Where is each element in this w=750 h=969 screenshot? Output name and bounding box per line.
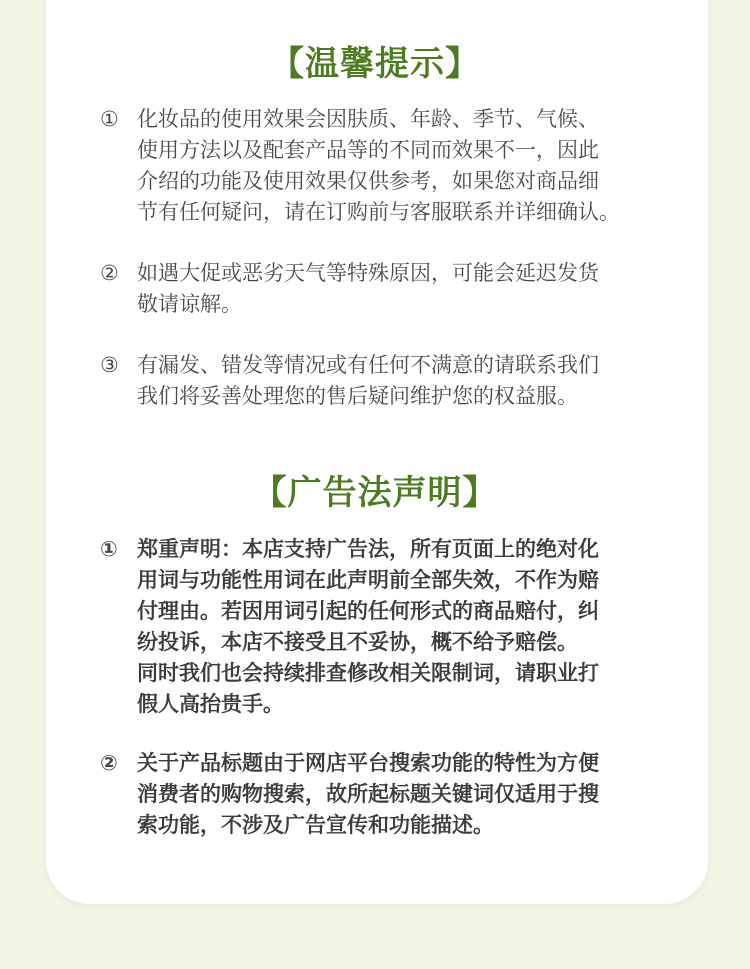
ad-law-item-2: [100, 748, 660, 841]
item-text: 关于产品标题由于网店平台搜索功能的特性为方便 消费者的购物搜索，故所起标题关键词仅适用于搜 索功能，不涉及广告宣传和功能描述。: [137, 751, 599, 837]
item-text: 郑重声明：本店支持广告法，所有页面上的绝对化 用词与功能性用词在此声明前全部失效，不作为赔 付理由。若因用词引起的任何形式的商品赔付，纠 纷投诉，本店不接受且不妥协，概不给予赔偿。 同时我们也会持续排查修改相关限制词，请职业打 假人高抬贵手。: [137, 537, 599, 716]
ad-law-item-1: [100, 534, 660, 720]
item-text: 化妆品的使用效果会因肤质、年龄、季节、气候、 使用方法以及配套产品等的不同而效果不一，因此 介绍的功能及使用效果仅供参考，如果您对商品细 节有任何疑问，请在订购前与客服联系并详细确认。: [137, 107, 620, 224]
section-title-ad-law: 【广告法声明】: [252, 473, 498, 513]
item-text: 有漏发、错发等情况或有任何不满意的请联系我们 我们将妥善处理您的售后疑问维护您的权益服。: [137, 353, 599, 408]
section-title-tips: 【温馨提示】: [270, 44, 480, 84]
item-number: ③: [100, 353, 119, 377]
item-number: ①: [100, 107, 119, 131]
item-text: 如遇大促或恶劣天气等特殊原因，可能会延迟发货 敬请谅解。: [137, 261, 599, 316]
tips-item-1: [100, 104, 660, 228]
item-number: ②: [100, 751, 118, 775]
tips-item-3: [100, 350, 660, 412]
item-number: ①: [100, 537, 118, 561]
item-number: ②: [100, 261, 119, 285]
tips-item-2: [100, 258, 660, 320]
